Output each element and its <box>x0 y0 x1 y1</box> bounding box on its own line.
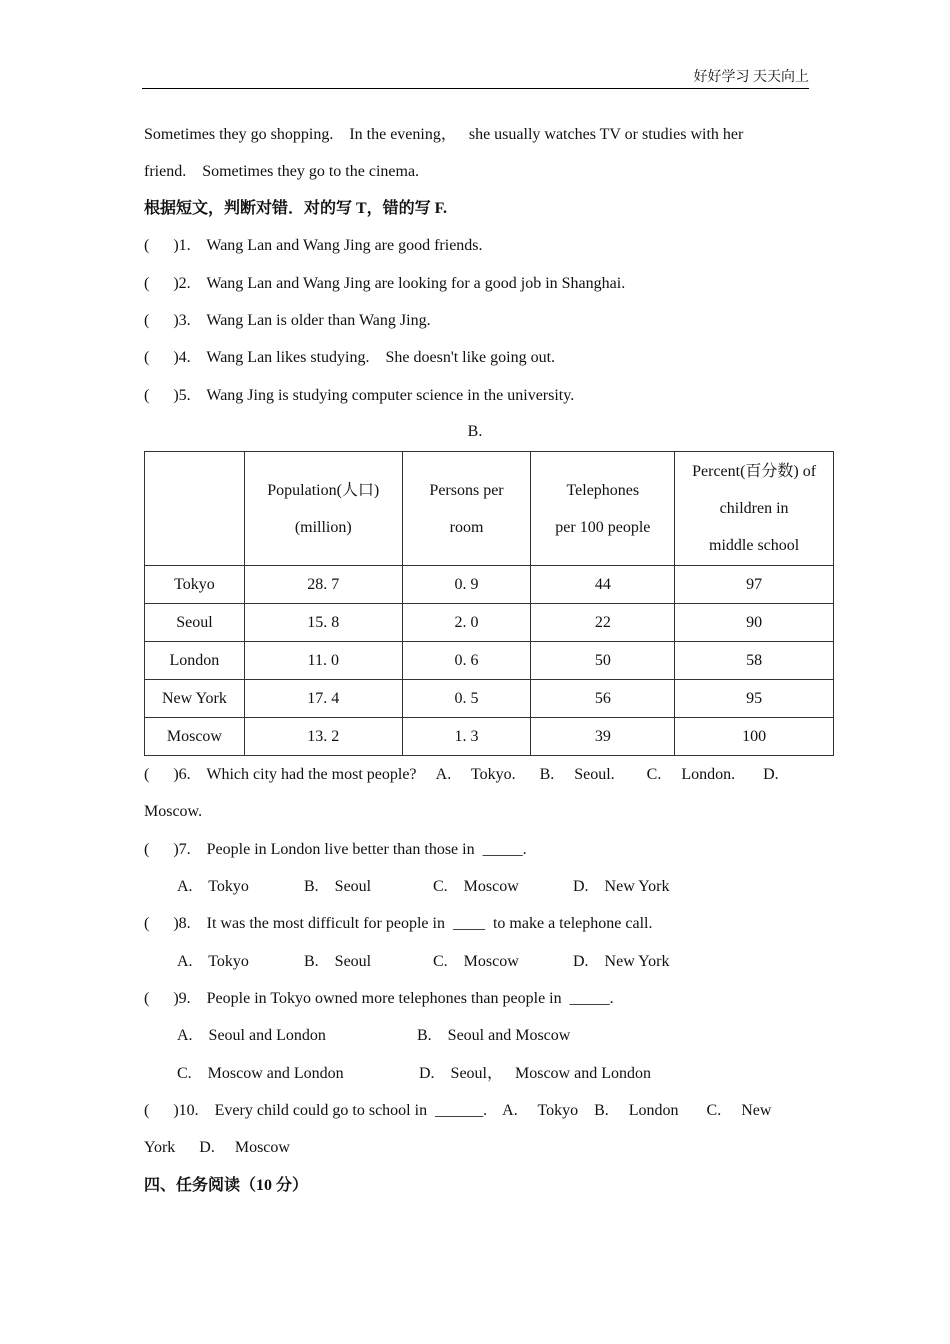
question-6-line-1: ( )6. Which city had the most people? A. Tokyo. B. Seoul. C. London. D. <box>144 766 779 783</box>
header-cell <box>145 452 245 566</box>
table-row <box>145 604 834 642</box>
table-row <box>145 718 834 756</box>
header-population: Population(人口) (million) <box>267 481 380 536</box>
q7-option-a: A. Tokyo <box>177 878 249 895</box>
question-7-stem: ( )7. People in London live better than those in _____. <box>144 841 527 858</box>
tf-question-2: ( )2. Wang Lan and Wang Jing are looking for a good job in Shanghai. <box>144 275 626 292</box>
section-4-title: 四、任务阅读（10 分） <box>144 1177 309 1194</box>
table-cell: 0. 5 <box>402 680 531 718</box>
question-8-stem: ( )8. It was the most difficult for people in ____ to make a telephone call. <box>144 915 653 932</box>
table-row <box>145 566 834 604</box>
q7-option-b: B. Seoul <box>304 878 372 895</box>
header-cell <box>675 452 834 566</box>
table-cell: 28. 7 <box>244 566 402 604</box>
table-cell: 17. 4 <box>244 680 402 718</box>
header-cell <box>402 452 531 566</box>
table-cell: 2. 0 <box>402 604 531 642</box>
table-cell: 56 <box>531 680 675 718</box>
q9-option-c: C. Moscow and London <box>177 1065 344 1082</box>
question-10-line-1: ( )10. Every child could go to school in ______. A. Tokyo B. London C. New <box>144 1102 772 1119</box>
table-cell: 90 <box>675 604 834 642</box>
tf-question-4: ( )4. Wang Lan likes studying. She doesn't like going out. <box>144 349 556 366</box>
table-row <box>145 642 834 680</box>
table-cell: 13. 2 <box>244 718 402 756</box>
table-cell: Moscow <box>145 718 245 756</box>
header-telephones: Telephones per 100 people <box>555 481 651 536</box>
q8-option-d: D. New York <box>573 953 670 970</box>
tf-question-1: ( )1. Wang Lan and Wang Jing are good friends. <box>144 237 483 254</box>
q9-option-a: A. Seoul and London <box>177 1027 326 1044</box>
table-cell: 39 <box>531 718 675 756</box>
table-cell: Tokyo <box>145 566 245 604</box>
table-cell: 44 <box>531 566 675 604</box>
question-9-stem: ( )9. People in Tokyo owned more telephones than people in _____. <box>144 990 614 1007</box>
table-cell: 58 <box>675 642 834 680</box>
header-cell <box>531 452 675 566</box>
table-cell: London <box>145 642 245 680</box>
header-persons-per-room: Persons per room <box>429 481 504 536</box>
table-cell: 50 <box>531 642 675 680</box>
tf-question-5: ( )5. Wang Jing is studying computer science in the university. <box>144 387 575 404</box>
table-header-row <box>145 452 834 566</box>
table-cell: 95 <box>675 680 834 718</box>
q8-option-b: B. Seoul <box>304 953 372 970</box>
section-b-label: B. <box>467 423 483 440</box>
table-cell: 0. 6 <box>402 642 531 680</box>
table-cell: 100 <box>675 718 834 756</box>
table-cell: 11. 0 <box>244 642 402 680</box>
header-percent-children: Percent(百分数) of children in middle school <box>692 463 817 554</box>
table-cell: Seoul <box>145 604 245 642</box>
page-header: 好好学习 天天向上 <box>142 66 809 89</box>
q9-option-d: D. Seoul， Moscow and London <box>419 1065 651 1082</box>
table-row <box>145 680 834 718</box>
question-10-line-2: York D. Moscow <box>144 1139 290 1156</box>
q9-option-b: B. Seoul and Moscow <box>417 1027 571 1044</box>
passage-line-2: friend. Sometimes they go to the cinema. <box>144 163 420 180</box>
table-cell: 1. 3 <box>402 718 531 756</box>
question-6-line-2: Moscow. <box>144 803 203 820</box>
table-cell: New York <box>145 680 245 718</box>
q8-option-a: A. Tokyo <box>177 953 249 970</box>
header-cell <box>244 452 402 566</box>
table-cell: 97 <box>675 566 834 604</box>
city-statistics-table <box>144 451 834 756</box>
table-cell: 0. 9 <box>402 566 531 604</box>
instruction: 根据短文，判断对错．对的写 T，错的写 F. <box>144 200 447 217</box>
q7-option-d: D. New York <box>573 878 670 895</box>
passage-line-1: Sometimes they go shopping. In the evening， she usually watches TV or studies with her <box>144 126 744 143</box>
q8-option-c: C. Moscow <box>433 953 519 970</box>
table-cell: 22 <box>531 604 675 642</box>
table-cell: 15. 8 <box>244 604 402 642</box>
q7-option-c: C. Moscow <box>433 878 519 895</box>
tf-question-3: ( )3. Wang Lan is older than Wang Jing. <box>144 312 431 329</box>
